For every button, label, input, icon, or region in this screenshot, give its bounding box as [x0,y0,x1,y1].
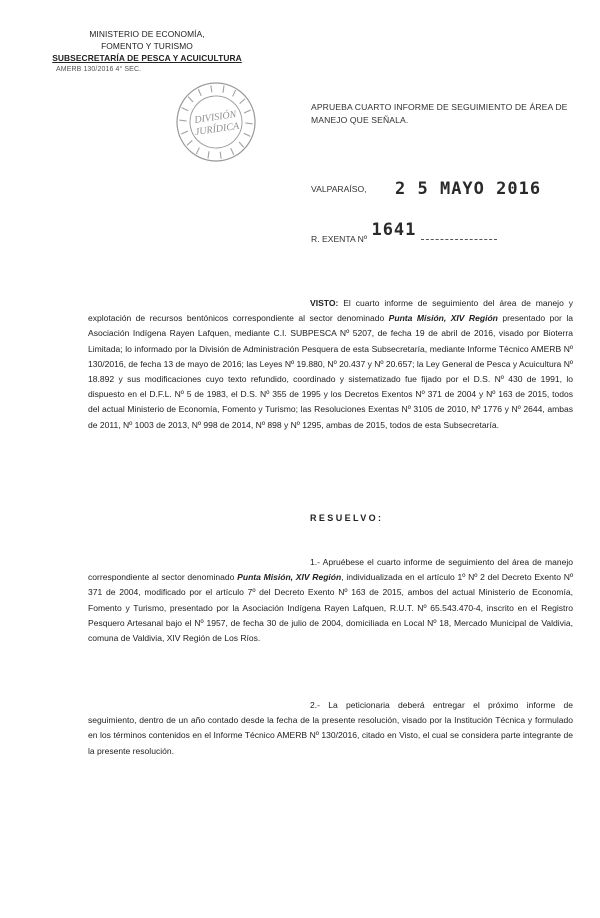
stamp-center-line-1: DIVISIÓN [193,109,238,126]
article-2-text: 2.- La peticionaria deberá entregar el próximo informe de seguimiento, dentro de un año contado desde la fecha de la presente resolución, visado por la Institución Técnica y formulado en los términos contenidos en el Informe Técnico AMERB Nº 130/2016, citado en Visto, el cual se considera parte integrante de la presente resolución. [88,700,573,756]
place-and-date [311,179,573,199]
article-1-sector-name: Punta Misión, XIV Región [237,572,342,583]
article-1-text-2: , individualizada en el artículo 1º Nº 2 del Decreto Exento Nº 371 de 2004, modificado por el artículo 7º del Decreto Exento Nº 163 de 2015, ambos del actual Ministerio de Economía, Fomento y Turismo, presentado por la Asociación Indígena Rayen Lafquen, R.U.T. Nº 65.543.470-4, inscrito en el Registro Pesquero Artesanal bajo el Nº 1957, de fecha 30 de julio de 2004, domiciliada en Local Nº 18, Mercado Municipal de Valdivia, comuna de Valdivia, XIV Región de Los Ríos. [88,572,573,644]
visto-text-1: El cuarto informe de seguimiento del área de manejo y explotación de recursos bentónicos correspondiente al sector denominado [88,298,573,324]
subject-heading: APRUEBA CUARTO INFORME DE SEGUIMIENTO DE ÁREA DE MANEJO QUE SEÑALA. [311,102,568,125]
stamp-center-line-2: JURÍDICA [194,120,240,138]
letterhead-ministry-2: FOMENTO Y TURISMO [101,41,193,51]
letterhead-reference: AMERB 130/2016 4° SEC. [56,66,142,73]
stamp-seal-icon [174,80,258,164]
visto-sector-name: Punta Misión, XIV Región [388,313,498,324]
visto-paragraph [88,296,573,433]
division-juridica-stamp [174,80,258,164]
letterhead-undersecretariat: SUBSECRETARÍA DE PESCA Y ACUICULTURA [52,53,242,63]
letterhead [52,28,242,76]
resolution-number [311,220,573,244]
visto-text-2: presentado por la Asociación Indígena Rayen Lafquen, mediante C.I. SUBPESCA Nº 5207, de fecha 19 de abril de 2016, visado por Bioterra Limitada; lo informado por la División de Administración Pesquera de esta Subsecretaría, mediante Informe Técnico AMERB Nº 130/2016, de fecha 13 de mayo de 2016; las Leyes Nº 19.880, Nº 20.437 y Nº 20.657; la Ley General de Pesca y Acuicultura Nº 18.892 y sus modificaciones cuyo texto refundido, coordinado y sistematizado fue fijado por el D.S. Nº 430 de 1991, lo dispuesto en el D.F.L. Nº 5 de 1983, el D.S. Nº 355 de 1995 y los Decretos Exentos Nº 371 de 2004 y Nº 163 de 2015, todos del actual Ministerio de Economía, Fomento y Turismo; las Resoluciones Exentas Nº 3105 de 2010, Nº 1776 y Nº 2644, ambas de 2011, Nº 1003 de 2013, Nº 998 de 2014, Nº 898 y Nº 1295, ambas de 2015, todos de esta Subsecretaría. [88,313,574,430]
article-1-text-1: 1.- Apruébese el cuarto informe de seguimiento del área de manejo correspondiente al sector denominado [88,557,573,583]
place: VALPARAÍSO, [311,184,367,194]
letterhead-ministry: MINISTERIO DE ECONOMÍA, [89,29,205,39]
visto-lead: VISTO: [310,298,339,308]
date-stamp: 2 5 MAYO 2016 [395,179,542,199]
resolution-label: R. EXENTA Nº [311,234,367,244]
resuelvo-heading: RESUELVO: [310,513,384,523]
article-1-paragraph [88,555,573,646]
resolution-number-blank [421,239,497,240]
resolution-number-value: 1641 [371,220,417,240]
article-2-paragraph [88,698,573,759]
